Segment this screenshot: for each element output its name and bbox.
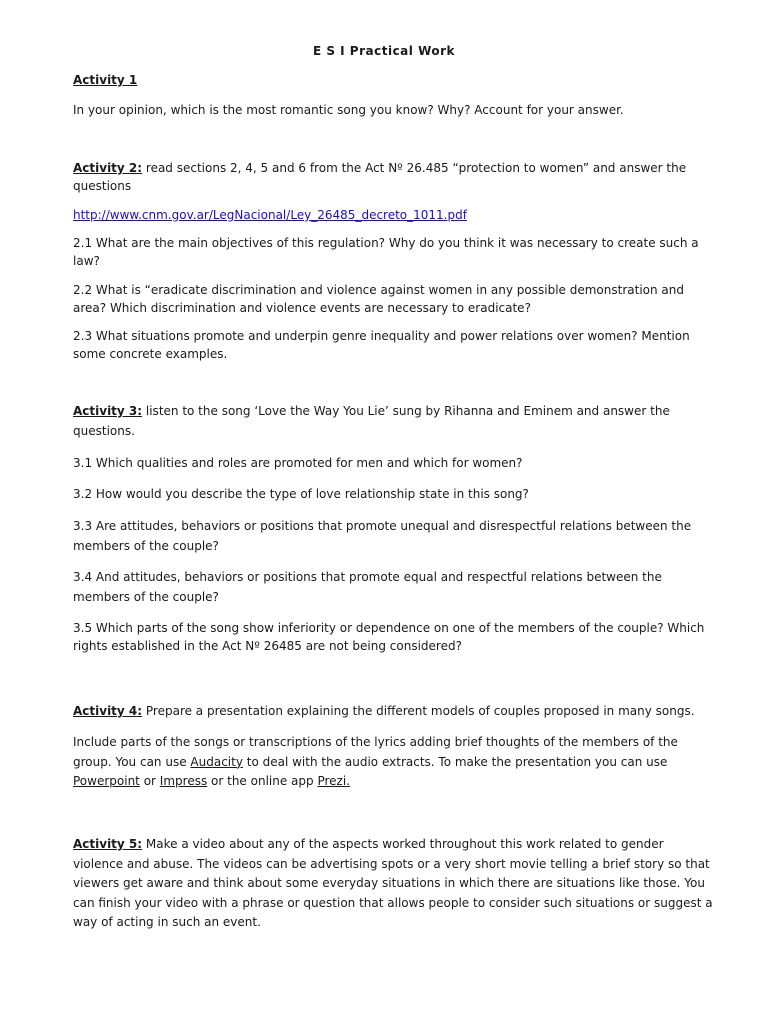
- activity-1-heading: [73, 71, 713, 89]
- activity-4-details-text-c: or the online app: [207, 774, 318, 788]
- activity-5-label: Activity 5:: [73, 837, 143, 851]
- prezi-link[interactable]: Prezi.: [317, 774, 350, 788]
- activity-4-details-text-b: to deal with the audio extracts. To make the presentation you can use: [242, 754, 668, 769]
- activity-4-details-text-a: Include parts of the songs or transcriptions of the lyrics adding brief thoughts of the members of the group. You can use: [73, 735, 678, 769]
- activity-2-text: read sections 2, 4, 5 and 6 from the Act Nº 26.485 “protection to women” and answer the questions: [73, 161, 687, 193]
- activity-4-intro: [73, 702, 713, 720]
- question-2-3: 2.3 What situations promote and underpin genre inequality and power relations over women? Mention some concrete examples.: [73, 329, 690, 361]
- question-3-4: 3.4 And attitudes, behaviors or positions that promote equal and respectful relations between the members of the couple?: [73, 570, 662, 604]
- question-3-5: 3.5 Which parts of the song show inferiority or dependence on one of the members of the couple? Which rights established in the Act Nº 26485 are not being considered?: [73, 621, 705, 653]
- activity-2-label: Activity 2:: [73, 161, 143, 175]
- question-3-2: 3.2 How would you describe the type of love relationship state in this song?: [73, 487, 529, 501]
- activity-4-label: Activity 4:: [73, 704, 143, 718]
- activity-3-intro: [73, 401, 713, 441]
- activity-1-text: In your opinion, which is the most romantic song you know? Why? Account for your answer.: [73, 103, 624, 117]
- activity-4-or: or: [139, 774, 160, 788]
- powerpoint-link[interactable]: Powerpoint: [73, 774, 140, 788]
- activity-5-text: Make a video about any of the aspects worked throughout this work related to gender violence and abuse. The videos can be advertising spots or a very short movie telling a brief story so that viewers get aware and think about some everyday situations in which there are situations like those. You can finish your video with a phrase or question that allows people to consider such situations or suggest a way of acting in such an event.: [73, 837, 713, 929]
- audacity-link[interactable]: Audacity: [190, 754, 243, 769]
- question-2-1: 2.1 What are the main objectives of this regulation? Why do you think it was necessary to create such a law?: [73, 236, 699, 268]
- document-title: E S I Practical Work: [312, 44, 456, 58]
- activity-1-label: Activity 1: [73, 73, 138, 87]
- question-3-1: 3.1 Which qualities and roles are promoted for men and which for women?: [73, 456, 523, 470]
- activity-2-intro: [73, 159, 713, 195]
- question-2-2: 2.2 What is “eradicate discrimination and violence against women in any possible demonstration and area? Which discrimination and violence events are necessary to eradicate?: [73, 283, 684, 315]
- activity-4-text: Prepare a presentation explaining the different models of couples proposed in many songs.: [142, 704, 695, 718]
- activity-3-text: listen to the song ‘Love the Way You Lie’ sung by Rihanna and Eminem and answer the questions.: [73, 404, 670, 438]
- activity-2-link-line: [73, 206, 713, 224]
- activity-5-intro: [73, 835, 713, 933]
- question-3-3: 3.3 Are attitudes, behaviors or positions that promote unequal and disrespectful relations between the members of the couple?: [73, 519, 692, 553]
- act-26485-link[interactable]: http://www.cnm.gov.ar/LegNacional/Ley_26485_decreto_1011.pdf: [73, 208, 467, 222]
- activity-3-label: Activity 3:: [73, 404, 143, 418]
- impress-link[interactable]: Impress: [159, 774, 208, 788]
- activity-4-details: [73, 733, 713, 792]
